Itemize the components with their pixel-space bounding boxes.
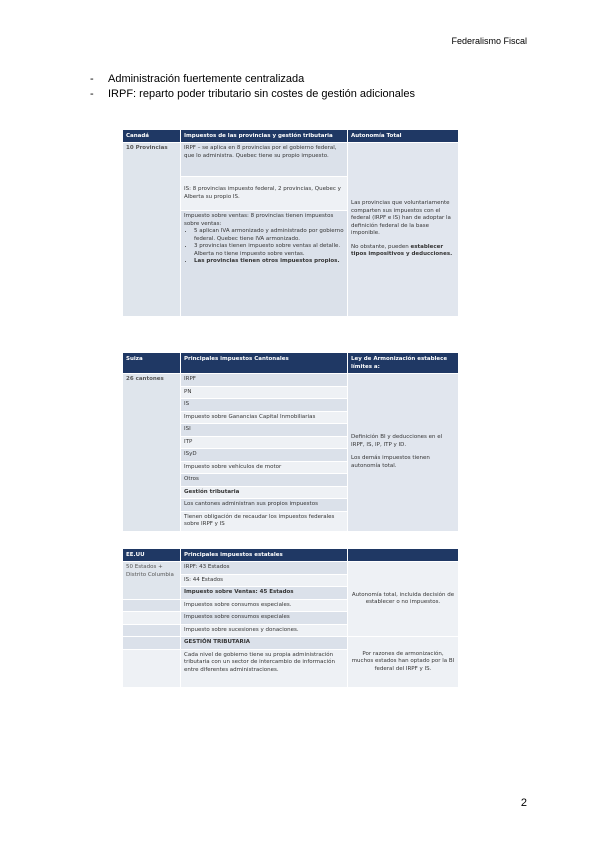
tax-item: ISI — [181, 424, 348, 437]
bullet-item: - Administración fuertemente centralizada — [90, 72, 415, 87]
table-header: Suiza — [123, 353, 181, 374]
suiza-limits-cell: Definición BI y deducciones en el IRPF, IS, IP, ITP y ID. Los demás impuestos tienen autonomía total. — [348, 374, 459, 532]
tax-item: Otros — [181, 474, 348, 487]
tax-item: IRPF — [181, 374, 348, 387]
tax-item: IS — [181, 399, 348, 412]
row-label: 50 Estados + Distrito Columbia — [123, 562, 181, 600]
tax-item: Impuesto sobre vehículos de motor — [181, 461, 348, 474]
tax-item: Impuestos sobre consumos especiales — [181, 612, 348, 625]
tax-item: IS: 44 Estados — [181, 574, 348, 587]
ventas-item: • 5 aplican IVA armonizado y administrado por gobierno federal. Quebec tiene IVA armonizado. — [194, 228, 344, 243]
table-header: Ley de Armonización establece límites a: — [348, 353, 459, 374]
ventas-item: • Las provincias tienen otros impuestos propios. — [194, 258, 344, 266]
eeuu-harmonization-cell: Por razones de armonización, muchos estados han optado por la BI federal del IRPF y IS. — [348, 637, 459, 688]
canada-autonomy-cell — [348, 143, 459, 317]
tax-item: Impuestos sobre consumos especiales. — [181, 599, 348, 612]
is-cell: IS: 8 provincias impuesto federal, 2 provincias, Quebec y Alberta su propio IS. — [181, 177, 348, 211]
eeuu-autonomy-cell: Autonomía total, incluida decisión de establecer o no impuestos. — [348, 562, 459, 637]
table-header — [348, 549, 459, 562]
tax-item: IRPF: 43 Estados — [181, 562, 348, 575]
gestion-title: GESTIÓN TRIBUTARIA — [181, 637, 348, 650]
tax-item: Gestión tributaria — [181, 486, 348, 499]
eeuu-table — [122, 548, 459, 688]
canada-table — [122, 129, 459, 317]
bullet-item: - IRPF: reparto poder tributario sin costes de gestión adicionales — [90, 87, 415, 102]
ventas-item: • 3 provincias tienen impuesto sobre ventas al detalle. Alberta no tiene impuesto sobre ventas. — [194, 243, 344, 258]
tax-item: Impuesto sobre Ventas: 45 Estados — [181, 587, 348, 600]
table-header: Autonomía Total — [348, 130, 459, 143]
tax-item: PN — [181, 386, 348, 399]
table-header: Principales impuestos Cantonales — [181, 353, 348, 374]
table-header: Impuestos de las provincias y gestión tributaria — [181, 130, 348, 143]
suiza-table — [122, 352, 459, 532]
tax-item: Tienen obligación de recaudar los impuestos federales sobre IRPF y IS — [181, 511, 348, 531]
table-header: EE.UU — [123, 549, 181, 562]
table-header: Canadá — [123, 130, 181, 143]
tax-item: ISyD — [181, 449, 348, 462]
page-number: 2 — [520, 797, 527, 809]
autonomy-text: Las provincias que voluntariamente comparten sus impuestos con el federal (IRPF e IS) han de adoptar la definición federal de la base imponible. — [351, 200, 451, 237]
irpf-cell: IRPF – se aplica en 8 provincias por el gobierno federal, que lo administra. Quebec tiene su propio impuesto. — [181, 143, 348, 177]
running-header: Federalismo Fiscal — [451, 36, 527, 46]
table-header: Principales impuestos estatales — [181, 549, 348, 562]
tax-item: Impuesto sobre sucesiones y donaciones. — [181, 624, 348, 637]
gestion-text: Cada nivel de gobierno tiene su propia administración tributaria con un sector de intercambio de información entre diferentes administraciones. — [181, 649, 348, 687]
autonomy-text-2: No obstante, pueden establecer tipos impositivos y deducciones. — [351, 243, 453, 258]
tax-item: ITP — [181, 436, 348, 449]
tax-item: Los cantones administran sus propios impuestos — [181, 499, 348, 512]
tax-item: Impuesto sobre Ganancias Capital Inmobiliarias — [181, 411, 348, 424]
row-label: 10 Provincias — [123, 143, 181, 317]
bullet-list — [90, 72, 415, 102]
row-label: 26 cantones — [123, 374, 181, 532]
ventas-cell: Impuesto sobre ventas: 8 provincias tienen impuestos sobre ventas: • 5 aplican IVA armonizado y administrado por gobierno federal. Quebec tiene IVA armonizado. • 3 provincias tienen impuesto sobre ventas al detalle. Alberta no tiene impuesto sobre ventas. • Las provincias tienen otros impuestos propios. — [181, 211, 348, 317]
